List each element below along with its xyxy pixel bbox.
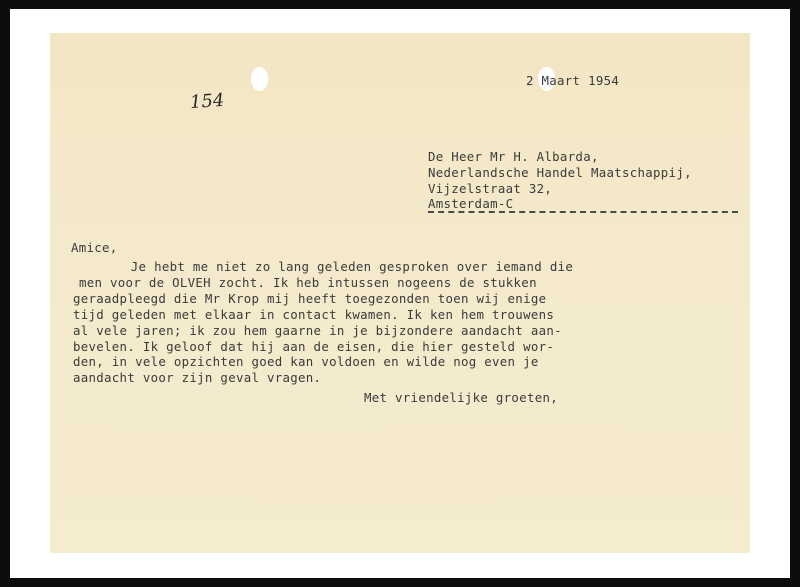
handwritten-page-number: 154	[189, 89, 226, 114]
body-line: den, in vele opzichten goed kan voldoen en wilde nog even je	[73, 354, 539, 369]
address-underline	[428, 211, 738, 213]
address-line: De Heer Mr H. Albarda,	[428, 149, 599, 164]
letter-sheet	[50, 33, 750, 553]
letter-date: 2 Maart 1954	[526, 73, 620, 88]
body-line: geraadpleegd die Mr Krop mij heeft toegezonden toen wij enige	[73, 291, 547, 306]
closing: Met vriendelijke groeten,	[364, 390, 558, 405]
body-line: Je hebt me niet zo lang geleden gesproken over iemand die	[92, 259, 574, 274]
body-line: al vele jaren; ik zou hem gaarne in je bijzondere aandacht aan-	[73, 323, 562, 338]
address-line: Vijzelstraat 32,	[428, 181, 553, 196]
body-line: men voor de OLVEH zocht. Ik heb intussen nogeens de stukken	[79, 275, 537, 290]
body-line: bevelen. Ik geloof dat hij aan de eisen, die hier gesteld wor-	[73, 339, 555, 354]
address-line: Nederlandsche Handel Maatschappij,	[428, 165, 692, 180]
photo-mount	[10, 9, 790, 578]
body-line: tijd geleden met elkaar in contact kwamen. Ik ken hem trouwens	[73, 307, 555, 322]
salutation: Amice,	[71, 240, 118, 255]
address-line: Amsterdam-C	[428, 196, 514, 211]
punch-hole-left	[251, 67, 268, 91]
body-line: aandacht voor zijn geval vragen.	[73, 370, 322, 385]
